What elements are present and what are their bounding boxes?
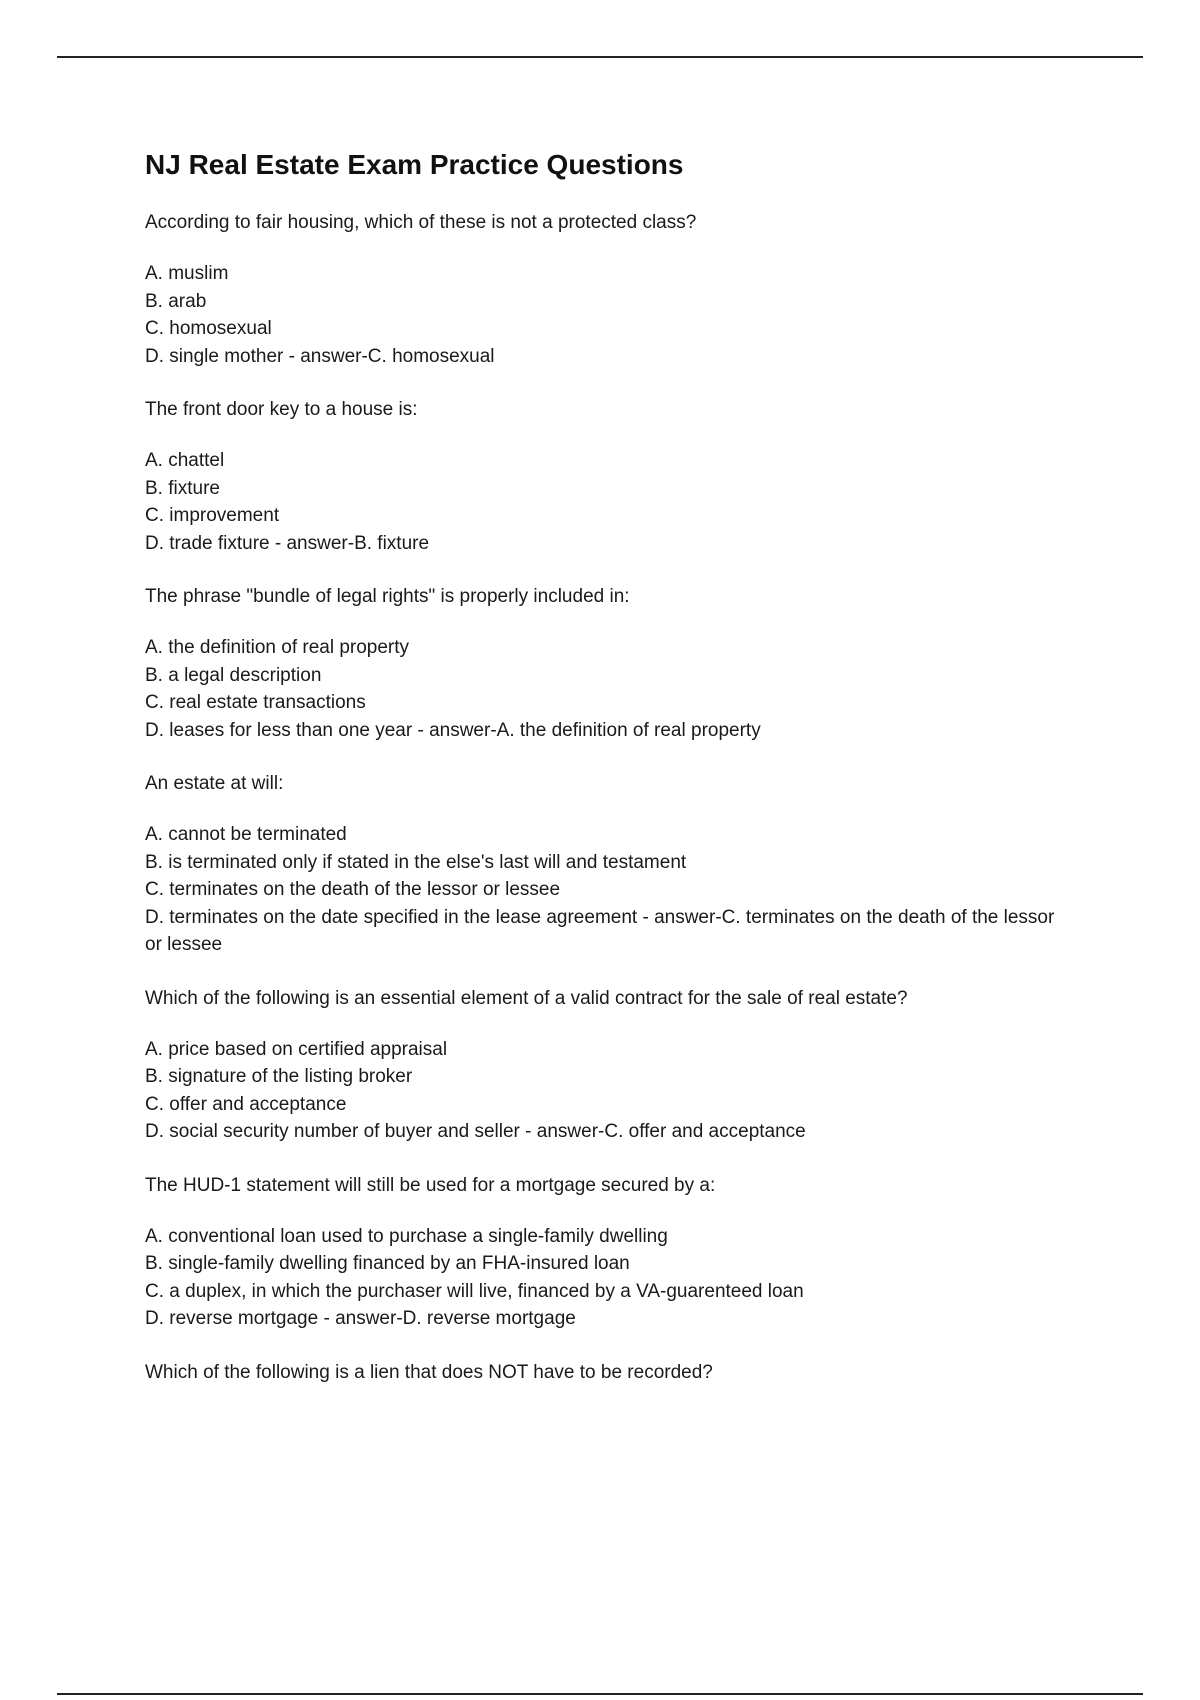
option-c: C. improvement — [145, 505, 280, 526]
option-c: C. homosexual — [145, 318, 272, 339]
question-text: The phrase "bundle of legal rights" is properly included in: — [145, 586, 630, 607]
option-c: C. real estate transactions — [145, 692, 366, 713]
question-text: Which of the following is an essential element of a valid contract for the sale of real estate? — [145, 987, 908, 1009]
question-text: The HUD-1 statement will still be used for a mortgage secured by a: — [145, 1174, 716, 1196]
option-b: B. single-family dwelling financed by an FHA-insured loan — [145, 1253, 630, 1274]
option-a: A. muslim — [145, 263, 229, 284]
option-a: A. the definition of real property — [145, 637, 410, 658]
answer-options — [145, 260, 1075, 370]
option-d: D. terminates on the date specified in the lease agreement - answer-C. terminates on the death of the lessor or lessee — [145, 906, 1055, 955]
question-5 — [145, 985, 1075, 1146]
answer-options — [145, 821, 1075, 959]
top-rule — [57, 56, 1143, 58]
option-c: C. terminates on the death of the lessor or lessee — [145, 879, 561, 900]
answer-options — [145, 1036, 1075, 1146]
option-d: D. leases for less than one year - answer-A. the definition of real property — [145, 719, 761, 741]
question-text: Which of the following is a lien that does NOT have to be recorded? — [145, 1361, 713, 1383]
answer-options — [145, 634, 1075, 744]
option-c: C. a duplex, in which the purchaser will live, financed by a VA-guarenteed loan — [145, 1280, 804, 1302]
option-d: D. social security number of buyer and seller - answer-C. offer and acceptance — [145, 1121, 806, 1142]
question-4 — [145, 770, 1075, 959]
question-7 — [145, 1359, 1075, 1386]
option-b: B. is terminated only if stated in the else's last will and testament — [145, 851, 687, 873]
question-text: An estate at will: — [145, 773, 284, 794]
question-2 — [145, 396, 1075, 557]
option-a: A. price based on certified appraisal — [145, 1038, 448, 1060]
option-a: A. cannot be terminated — [145, 824, 347, 845]
question-text: According to fair housing, which of these is not a protected class? — [145, 212, 697, 233]
option-b: B. arab — [145, 290, 207, 312]
option-b: B. a legal description — [145, 664, 322, 686]
option-a: A. chattel — [145, 450, 225, 471]
option-d: D. trade fixture - answer-B. fixture — [145, 532, 430, 554]
bottom-rule — [57, 1693, 1143, 1695]
document-body — [145, 145, 1075, 1412]
question-1 — [145, 209, 1075, 370]
option-b: B. signature of the listing broker — [145, 1066, 413, 1087]
page-title: NJ Real Estate Exam Practice Questions — [145, 149, 684, 180]
option-d: D. reverse mortgage - answer-D. reverse mortgage — [145, 1308, 576, 1329]
question-3 — [145, 583, 1075, 744]
option-c: C. offer and acceptance — [145, 1093, 347, 1115]
answer-options — [145, 447, 1075, 557]
answer-options — [145, 1223, 1075, 1333]
option-b: B. fixture — [145, 477, 220, 499]
option-a: A. conventional loan used to purchase a single-family dwelling — [145, 1225, 668, 1247]
question-text: The front door key to a house is: — [145, 399, 418, 420]
option-d: D. single mother - answer-C. homosexual — [145, 345, 495, 367]
question-6 — [145, 1172, 1075, 1333]
